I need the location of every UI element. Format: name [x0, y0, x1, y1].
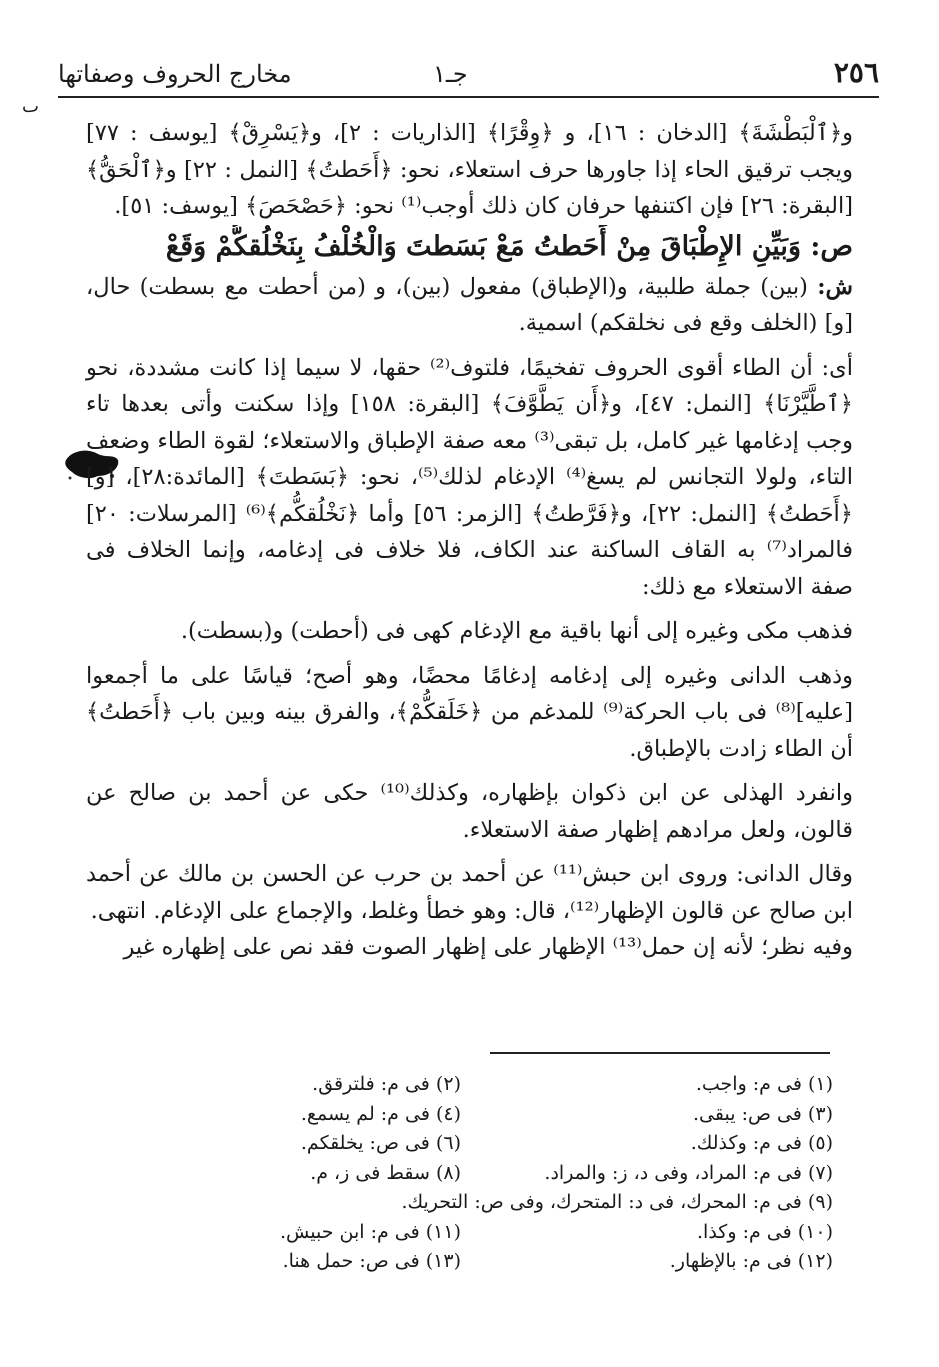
- footnotes: [90, 1070, 833, 1277]
- footnote-3: (٣) فى ص: يبقى.: [693, 1102, 833, 1125]
- page-number: ٢٥٦: [833, 56, 879, 89]
- footnote-6: (٦) فى ص: يخلقكم.: [300, 1132, 461, 1154]
- footnote-row: [90, 1070, 833, 1100]
- sharh-paragraph: [86, 269, 853, 342]
- paragraph-1: و﴿ٱلْبَطْشَةَ﴾ [الدخان : ١٦]، و ﴿وِقْرًا﴾ [الذاريات : ٢]، و﴿يَسْرِقْ﴾ [يوسف : ٧٧] ويجب ترقيق الحاء إذا جاورها حرف استعلاء، نحو: ﴿أَحَطتُ﴾ [النمل : ٢٢] و﴿ٱلْحَقُّ﴾ [البقرة: ٢٦] فإن اكتنفها حرفان كان ذلك أوجب⁽¹⁾ نحو: ﴿حَصْحَصَ﴾ [يوسف: ٥١].: [86, 120, 853, 219]
- paragraph-5: وذهب الدانى وغيره إلى إدغامه إدغامًا محضًا، وهو أصح؛ قياسًا على ما أجمعوا [عليه]⁽⁸⁾ فى باب الحركة⁽⁹⁾ للمدغم من ﴿خَلَقكُّمْ﴾، والفرق بينه وبين باب ﴿أَحَطتُ﴾ أن الطاء زادت بالإطباق.: [86, 662, 853, 762]
- footnote-9: (٩) فى م: المحرك، فى د: المتحرك، وفى ص: التحريك.: [401, 1191, 833, 1213]
- footnote-divider: [490, 1052, 830, 1054]
- verse-text: وَبَيِّنِ الإِطْبَاقَ مِنْ أَحَطتُ مَعْ بَسَطتَ وَالْخُلْفُ بِنَخْلُقكُّمْ وَقَعْ: [165, 230, 801, 262]
- paragraph-6: وانفرد الهذلى عن ابن ذكوان بإظهاره، وكذلك⁽¹⁰⁾ حكى عن أحمد بن صالح عن قالون، ولعل مرادهم إظهار صفة الاستعلاء.: [86, 780, 853, 843]
- footnote-2: (٢) فى م: فلترقق.: [312, 1073, 461, 1095]
- footnote-4: (٤) فى م: لم يسمع.: [300, 1102, 461, 1125]
- paragraph-4: فذهب مكى وغيره إلى أنها باقية مع الإدغام كهى فى (أحطت) و(بسطت).: [180, 618, 853, 644]
- footnote-11: (١١) فى م: ابن حبيش.: [279, 1220, 461, 1243]
- scan-speck: ٮ: [22, 96, 39, 117]
- main-text: [86, 115, 853, 966]
- footnote-7: (٧) فى م: المراد، وفى د، ز: والمراد.: [544, 1161, 833, 1184]
- paragraph-7: وقال الدانى: وروى ابن حبش⁽¹¹⁾ عن أحمد بن حرب عن الحسن بن مالك عن أحمد ابن صالح عن قالون الإظهار⁽¹²⁾، قال: وهو خطأ وغلط، والإجماع على الإدغام. انتهى.: [86, 861, 853, 924]
- paragraph-8: وفيه نظر؛ لأنه إن حمل⁽¹³⁾ الإظهار على إظهار الصوت فقد نص على إظهاره غير: [123, 934, 853, 960]
- footnote-12: (١٢) فى م: بالإظهار.: [669, 1250, 833, 1272]
- verse-line: [86, 225, 853, 269]
- footnote-row: [90, 1129, 833, 1159]
- sharh-label: ش:: [817, 273, 854, 300]
- footnote-1: (١) فى م: واجب.: [695, 1073, 833, 1095]
- footnote-8: (٨) سقط فى ز، م.: [310, 1161, 461, 1184]
- footnote-row: [90, 1100, 833, 1130]
- volume-label: جـ١: [433, 60, 468, 88]
- footnote-13: (١٣) فى ص: حمل هنا.: [282, 1250, 461, 1272]
- footnote-row: [90, 1247, 833, 1277]
- footnote-row: [90, 1188, 833, 1218]
- footnote-row: [90, 1159, 833, 1189]
- footnote-10: (١٠) فى م: وكذا.: [697, 1220, 833, 1243]
- paragraph-3: أى: أن الطاء أقوى الحروف تفخيمًا، فلتوف⁽²⁾ حقها، لا سيما إذا كانت مشددة، نحو ﴿ٱطَّيَّرْنَا﴾ [النمل: ٤٧]، و﴿أَن يَطَّوَّفَ﴾ [البقرة: ١٥٨] وإذا سكنت وأتى بعدها تاء وجب إدغامها غير كامل، بل تبقى⁽³⁾ معه صفة الإطباق والاستعلاء؛ لقوة الطاء وضعف التاء، ولولا التجانس لم يسغ⁽⁴⁾ الإدغام لذلك⁽⁵⁾، نحو: ﴿بَسَطتَ﴾ [المائدة:٢٨]، [و] ﴿أَحَطتُ﴾ [النمل: ٢٢]، و﴿فَرَّطتُ﴾ [الزمر: ٥٦] وأما ﴿نَخْلُقكُّم﴾⁽⁶⁾ [المرسلات: ٢٠] فالمراد⁽⁷⁾ به القاف الساكنة عند الكاف، فلا خلاف فى إدغامه، وإنما الخلاف فى صفة الاستعلاء مع ذلك:: [86, 354, 853, 600]
- running-title: مخارج الحروف وصفاتها: [58, 60, 292, 88]
- sharh-text: (بين) جملة طلبية، و(الإطباق) مفعول (بين)، و (من أحطت مع بسطت) حال، [و] (الخلف وقع فى نخلقكم) اسمية.: [86, 273, 853, 336]
- page-header: [58, 52, 879, 98]
- footnote-5: (٥) فى م: وكذلك.: [690, 1132, 833, 1154]
- footnote-row: [90, 1218, 833, 1248]
- verse-label: ص:: [810, 230, 853, 262]
